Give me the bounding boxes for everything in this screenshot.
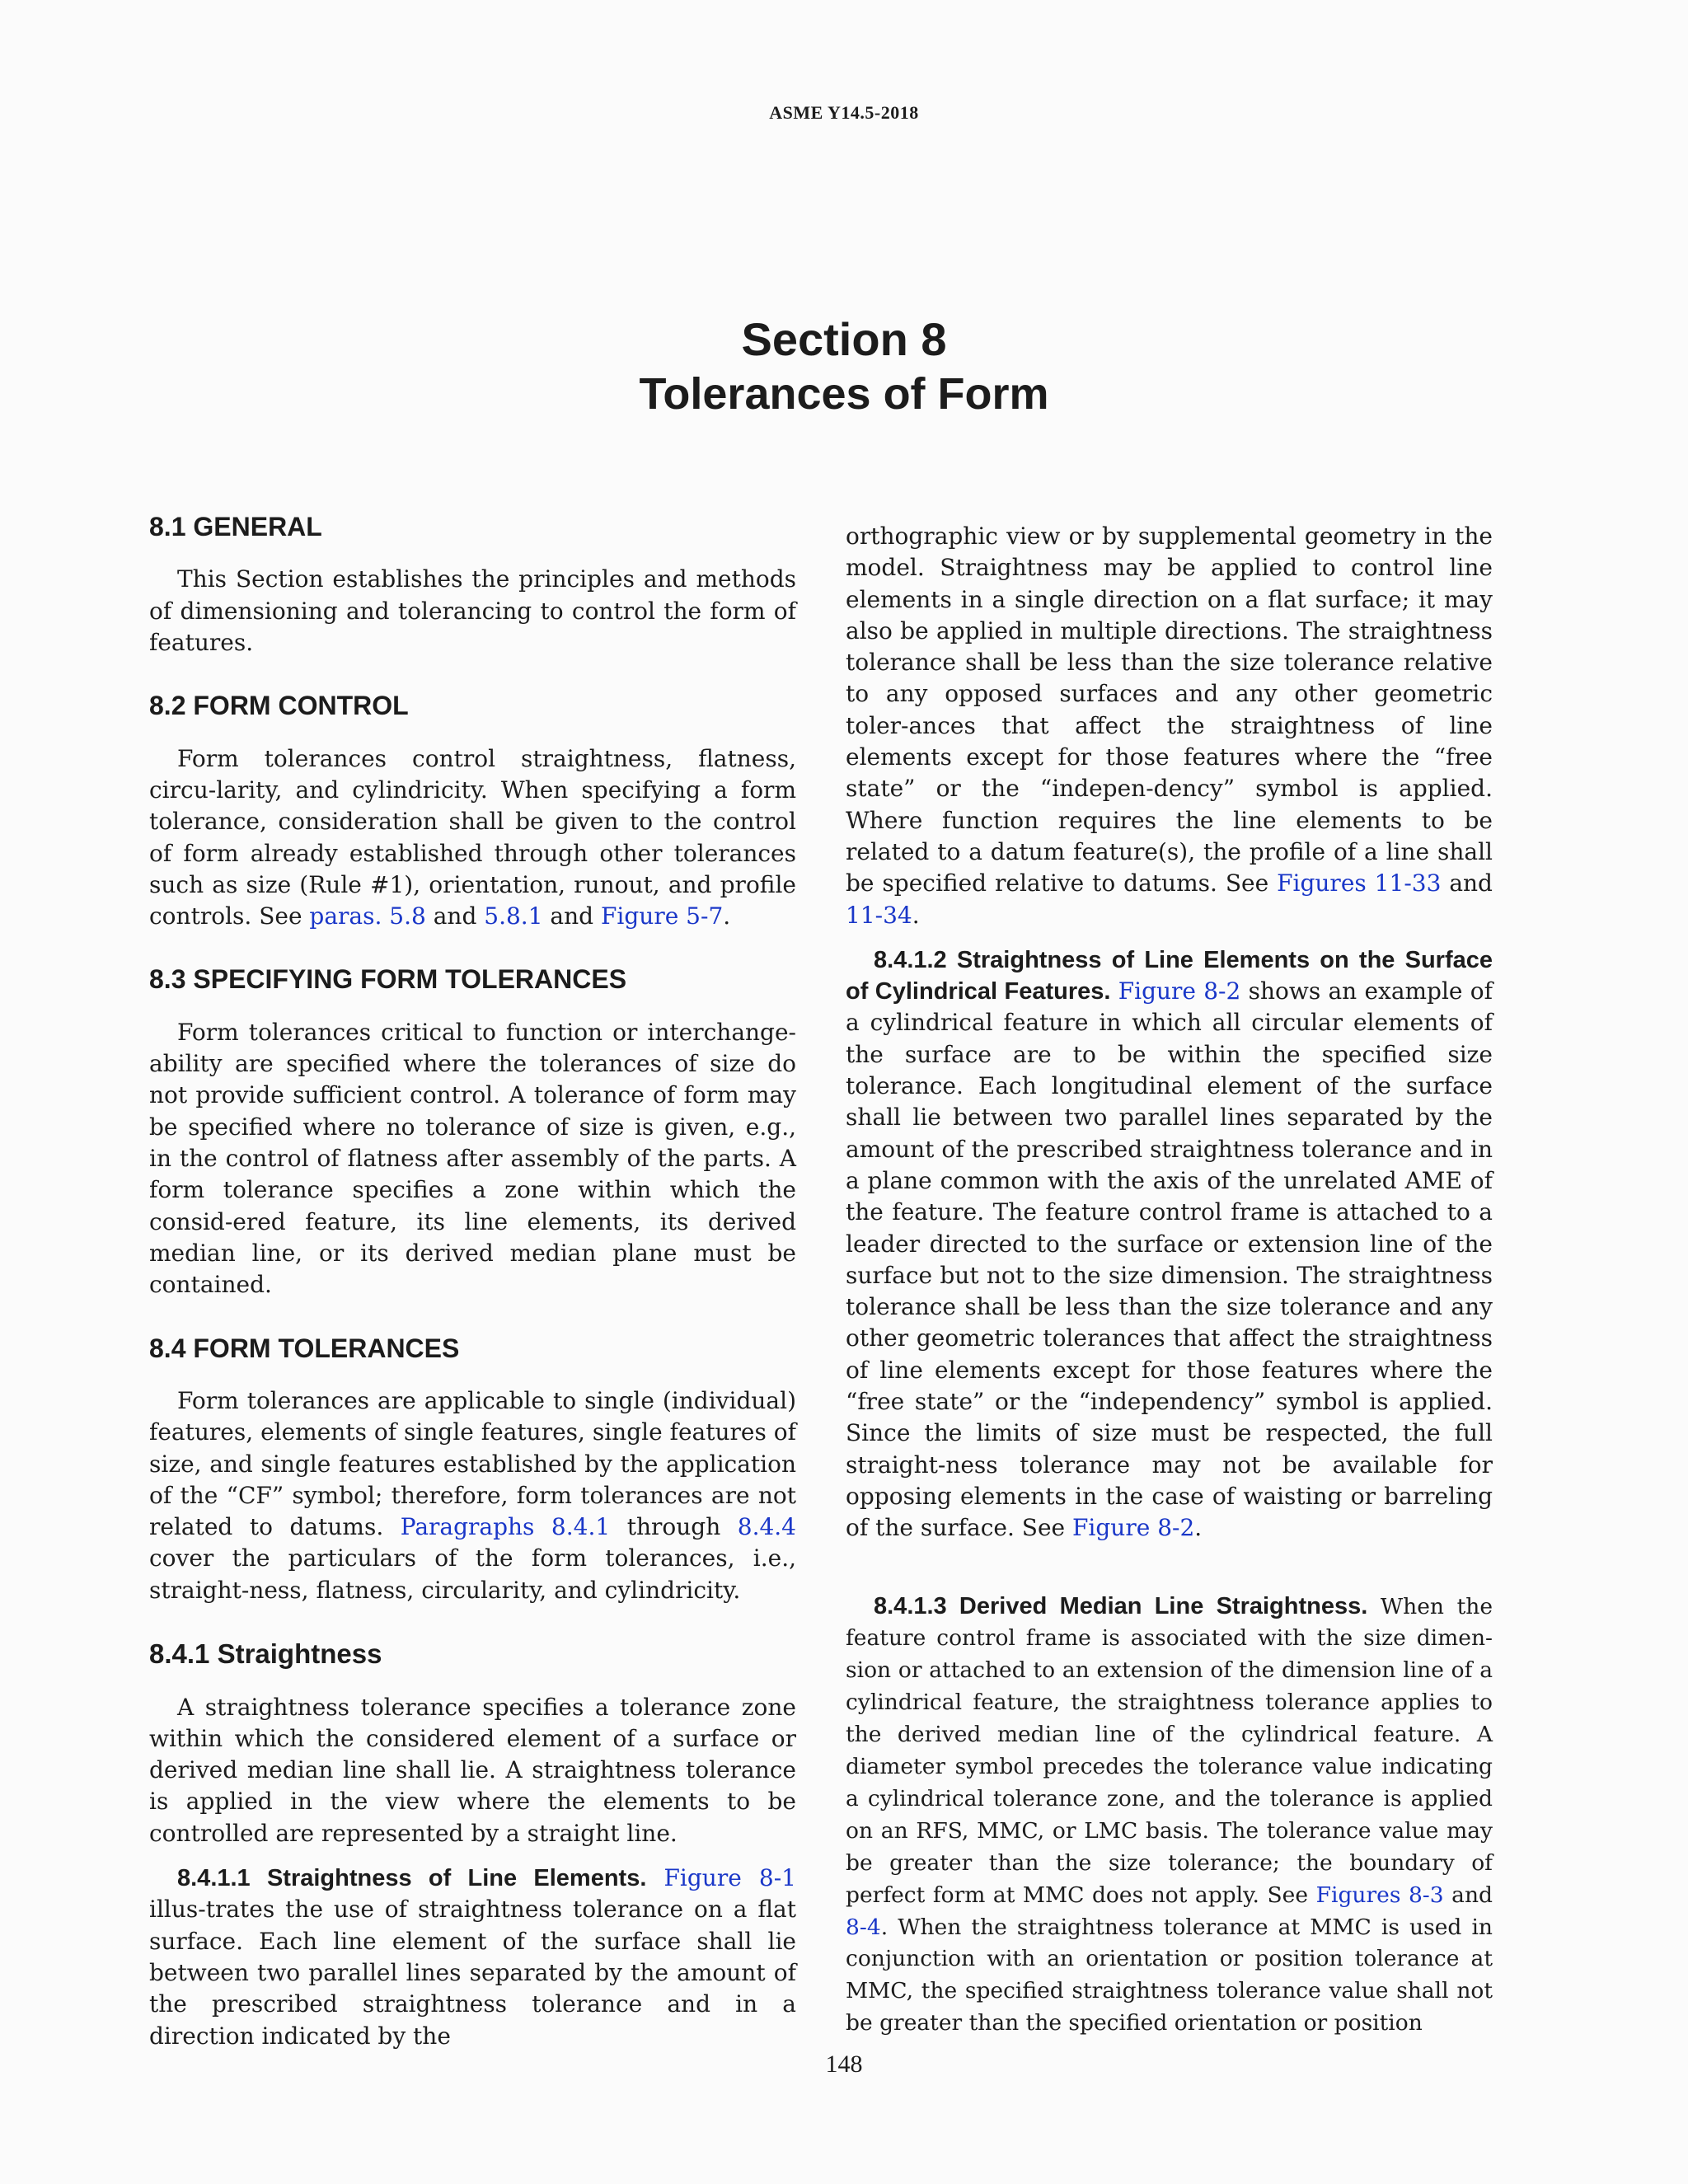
link-para-8-4-1[interactable]: Paragraphs 8.4.1 [400, 1513, 611, 1541]
text: . When the straightness tolerance at MMC is used in conjunction with an orientation or position tolerance at MMC, the specified straightness tolerance value shall not be greater than the specified orientation or position [846, 1914, 1493, 2036]
paragraph-8-4-1-1-continued [846, 521, 1493, 931]
text: and [542, 902, 601, 930]
section-number: Section 8 [741, 313, 947, 365]
text: through [610, 1513, 738, 1541]
paragraph-8-4-1-1 [149, 1863, 796, 2052]
left-column [149, 511, 796, 2052]
paragraph-8-4-1-3 [846, 1591, 1493, 2041]
heading-8-4: 8.4 FORM TOLERANCES [149, 1333, 460, 1363]
text: and [1441, 869, 1493, 898]
text: orthographic view or by supplemental geometry in the model. Straightness may be applied to control line elements in a single direction on a flat surface; it may also be applied in multiple directions. The straightness tolerance shall be less than the size tolerance relative to any opposed surfaces and any other geometric toler-ances that affect the straightness of line elements except for those features where the “free state” or the “indepen-dency” symbol is applied. Where function requires the line elements to be related to a datum feature(s), the profile of a line shall be specified relative to datums. See [846, 523, 1493, 898]
section-title [0, 312, 1688, 422]
paragraph-8-4-1 [149, 1692, 796, 1849]
link-figure-8-2-second[interactable]: Figure 8-2 [1072, 1514, 1195, 1542]
paragraph-8-3 [149, 1017, 796, 1301]
page-number: 148 [825, 2050, 863, 2078]
link-figure-11-34[interactable]: 11-34 [846, 901, 912, 929]
link-figure-8-3[interactable]: Figures 8-3 [1315, 1882, 1444, 1908]
link-figure-11-33[interactable]: Figures 11-33 [1277, 869, 1442, 898]
text: . [912, 901, 920, 929]
text: and [425, 902, 485, 930]
paragraph-8-1 [149, 564, 796, 658]
text: cover the particulars of the form tolerances, i.e., straight-ness, flatness, circularity, and cylindricity. [149, 1544, 796, 1604]
text: . [723, 902, 731, 930]
page-header: ASME Y14.5-2018 [769, 102, 919, 123]
text: Form tolerances are applicable to single (individual) features, elements of single features, single features of size, and single features established by the application of the “CF” symbol; therefore, form tolerances are not related to datums. [149, 1386, 796, 1541]
link-para-5-8[interactable]: paras. 5.8 [309, 902, 426, 930]
text: shows an example of a cylindrical feature in which all circular elements of the surface are to be within the specified size tolerance. Each longitudinal element of the surface shall lie between two parallel lines separated by the amount of the prescribed straightness tolerance and in a plane common with the axis of the unrelated AME of the feature. The feature control frame is attached to a leader directed to the surface or extension line of the surface but not to the size dimension. The straightness tolerance shall be less than the size tolerance and any other geometric tolerances that affect the straightness of line elements except for those features where the “free state” or the “independency” symbol is applied. Since the limits of size must be respected, the full straight-ness tolerance may not be available for opposing elements in the case of waisting or barreling of the surface. See [846, 977, 1493, 1542]
text: Form tolerances control straightness, flatness, circu-larity, and cylindricity. When specifying a form tolerance, consideration shall be given to the control of form already established through other tolerances such as size (Rule #1), orientation, runout, and profile controls. See [149, 744, 796, 930]
paragraph-8-4-1-2 [846, 944, 1493, 1544]
link-figure-8-4[interactable]: 8-4 [846, 1914, 881, 1940]
text: This Section establishes the principles and methods of dimensioning and tolerancing to control the form of features. [149, 565, 796, 656]
link-para-5-8-1[interactable]: 5.8.1 [484, 902, 543, 930]
text: When the feature control frame is associated with the size dimen-sion or attached to an extension of the dimension line of a cylindrical feature, the straightness tolerance applies to the derived median line of the cylindrical feature. A diameter symbol precedes the tolerance value indicating a cylindrical tolerance zone, and the tolerance is applied on an RFS, MMC, or LMC basis. The tolerance value may be greater than the size tolerance; the boundary of perfect form at MMC does not apply. See [846, 1593, 1493, 1908]
text: Form tolerances critical to function or interchange-ability are specified where the tolerances of size do not provide sufficient control. A tolerance of form may be specified where no tolerance of size is given, e.g., in the control of flatness after assembly of the parts. A form tolerance specifies a zone within which the consid-ered feature, its line elements, its derived median line, or its derived median plane must be contained. [149, 1018, 796, 1299]
right-column [846, 511, 1493, 2040]
runin-heading-8-4-1-1: 8.4.1.1 Straightness of Line Elements. [177, 1865, 647, 1892]
runin-heading-8-4-1-3: 8.4.1.3 Derived Median Line Straightness. [874, 1592, 1368, 1619]
link-figure-8-2[interactable]: Figure 8-2 [1118, 977, 1241, 1005]
heading-8-2: 8.2 FORM CONTROL [149, 691, 409, 721]
paragraph-8-4 [149, 1385, 796, 1606]
link-figure-8-1[interactable]: Figure 8-1 [663, 1864, 796, 1892]
heading-8-4-1: 8.4.1 Straightness [149, 1638, 382, 1669]
runin-heading-8-4-1-2: 8.4.1.2 Straightness of Line Elements on the Surface of Cylindrical Features. [846, 946, 1493, 1005]
link-figure-5-7[interactable]: Figure 5-7 [600, 902, 724, 930]
paragraph-8-2 [149, 743, 796, 933]
section-name: Tolerances of Form [639, 369, 1049, 419]
text: and [1443, 1882, 1493, 1908]
text: A straightness tolerance specifies a tolerance zone within which the considered element of a surface or derived median line shall lie. A straightness tolerance is applied in the view where the elements to be controlled are represented by a straight line. [149, 1693, 796, 1847]
heading-8-1: 8.1 GENERAL [149, 512, 322, 541]
heading-8-3: 8.3 SPECIFYING FORM TOLERANCES [149, 964, 627, 995]
text: illus-trates the use of straightness tolerance on a flat surface. Each line element of the surface shall lie between two parallel lines separated by the amount of the prescribed straightness tolerance and in a direction indicated by the [149, 1896, 796, 2050]
link-para-8-4-4[interactable]: 8.4.4 [737, 1513, 796, 1541]
text: . [1194, 1514, 1203, 1542]
